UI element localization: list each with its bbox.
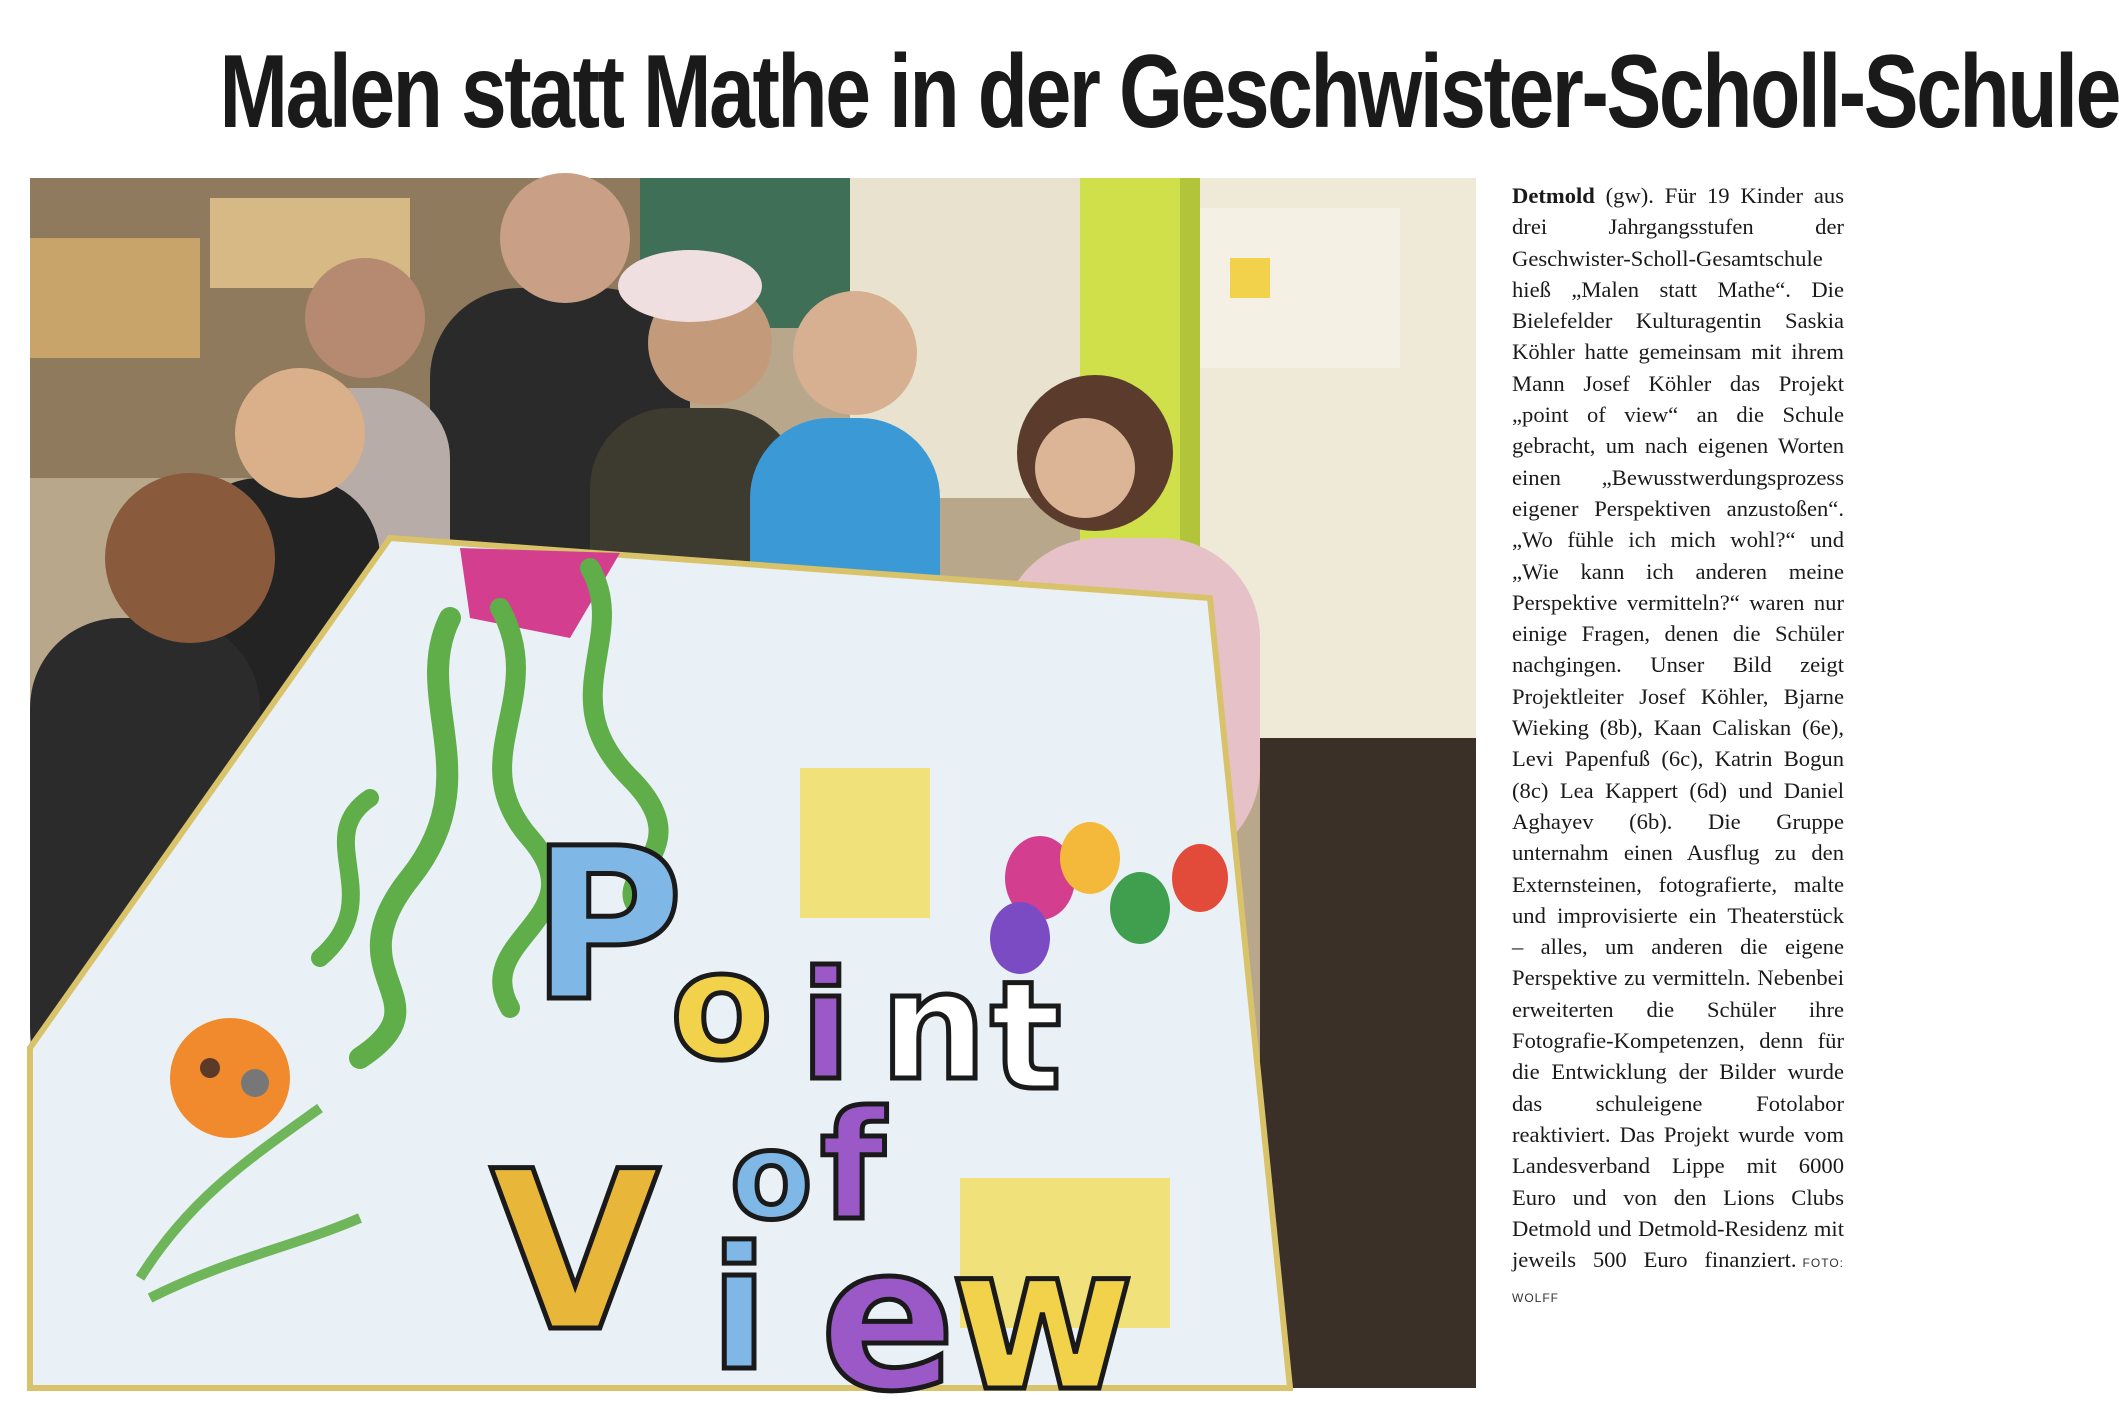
mural-letter: o bbox=[670, 920, 774, 1094]
article-text: (gw). Für 19 Kinder aus drei Jahrgangsstufen der Geschwister-Scholl-Gesamtschule hieß „Malen statt Mathe“. Die Bielefelder Kulturagentin Saskia Köhler hatte gemeinsam mit ihrem Mann Josef Köhler das Projekt „point of view“ an die Schule gebracht, um nach eigenen Worten einen „Bewusstwerdungsprozess eigener Perspektiven anzustoßen“. „Wo fühle ich mich wohl?“ und „Wie kann ich anderen meine Perspektive vermitteln?“ waren nur einige Fragen, denen die Schüler nachgingen. Unser Bild zeigt Projektleiter Josef Köhler, Bjarne Wieking (8b), Kaan Caliskan (6e), Levi Papenfuß (6c), Katrin Bogun (8c) Lea Kappert (6d) und Daniel Aghayev (6b). Die Gruppe unternahm einen Ausflug zu den Externsteinen, fotografierte, malte und improvisierte ein Theaterstück – alles, um anderen die eigene Perspektive zu vermitteln. Nebenbei erweiterten die Schüler ihre Fotografie-Kompetenzen, denn für die Entwicklung der Bilder wurde das schuleigene Fotolabor reaktiviert. Das Projekt wurde vom Landesverband Lippe mit 6000 Euro und von den Lions Clubs Detmold und Detmold-Residenz mit jeweils 500 Euro finanziert. bbox=[1512, 183, 1844, 1273]
mural-letter: i bbox=[710, 1211, 769, 1407]
mural-letter: e bbox=[820, 1203, 956, 1407]
mural-letter: i bbox=[800, 940, 852, 1114]
dateline: Detmold bbox=[1512, 183, 1595, 208]
mural-letter: V bbox=[490, 1124, 661, 1380]
article-body bbox=[1512, 180, 1844, 1315]
mural-letter: w bbox=[950, 1203, 1135, 1407]
article-photo bbox=[30, 178, 1476, 1407]
headline: Malen statt Mathe in der Geschwister-Scholl-Schule bbox=[219, 34, 2119, 150]
mural-letter: o bbox=[730, 1108, 813, 1247]
mural-letter: n bbox=[880, 940, 987, 1114]
mural-letter: P bbox=[530, 803, 684, 1048]
photo-credit: FOTO: WOLFF bbox=[1512, 1256, 1844, 1306]
mural-letter: t bbox=[990, 950, 1062, 1124]
mural-letter: f bbox=[820, 1080, 886, 1254]
